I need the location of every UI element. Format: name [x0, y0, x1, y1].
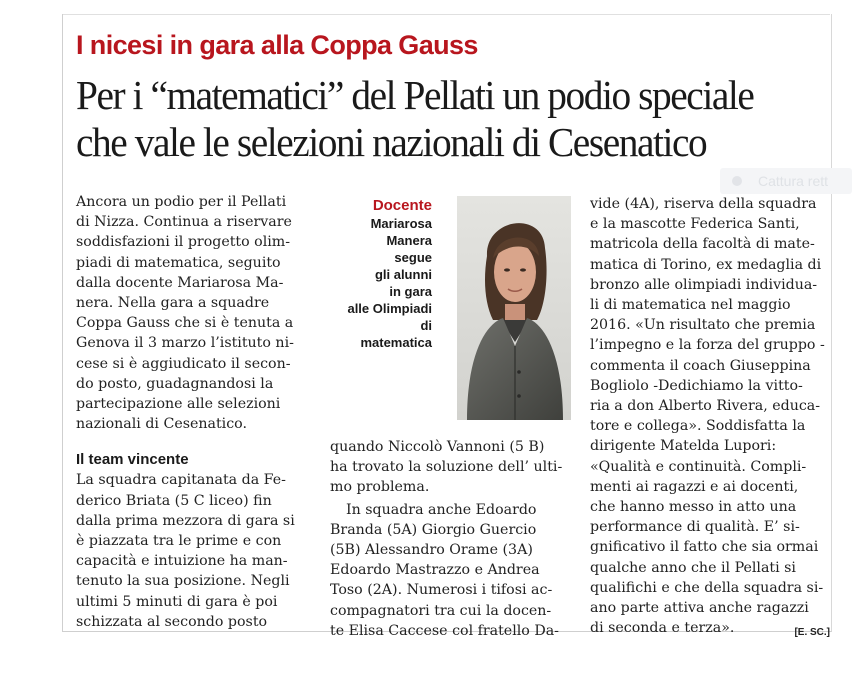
- text-line: quando Niccolò Vannoni (5 B): [330, 439, 545, 455]
- article-column-3: [590, 194, 830, 643]
- text-line: Bogliolo -Dedichiamo la vitto-: [590, 377, 803, 394]
- text-line: compagnatori tra cui la docen-: [330, 602, 552, 619]
- article-kicker: I nicesi in gara alla Coppa Gauss: [76, 30, 478, 60]
- text-line: matricola della facoltà di mate-: [590, 236, 815, 253]
- text-line: Ancora un podio per il Pellati: [76, 194, 287, 210]
- column2-paragraph-1: [330, 437, 566, 498]
- text-line: ha trovato la soluzione dell’ ulti-: [330, 459, 563, 476]
- capture-label: Cattura rett: [758, 173, 829, 189]
- text-line: l’impegno e la forza del gruppo -: [590, 337, 825, 354]
- text-line: nazionali di Cesenatico.: [76, 416, 247, 433]
- text-line: 2016. «Un risultato che premia: [590, 317, 816, 334]
- article-headline: [76, 72, 796, 166]
- text-line: te Elisa Caccese col fratello Da-: [330, 622, 559, 639]
- text-line: capacità e intuizione ha man-: [76, 553, 288, 570]
- text-line: gnificativo il fatto che sia ormai: [590, 539, 819, 556]
- text-line: vide (4A), riserva della squadra: [590, 196, 817, 212]
- column2-paragraph-2: [330, 500, 566, 641]
- text-line: do posto, guadagnandosi la: [76, 375, 274, 392]
- caption-line: segue: [394, 250, 432, 265]
- caption-line: in gara: [389, 284, 432, 299]
- text-line: bronzo alle olimpiadi individua-: [590, 276, 818, 293]
- caption-line: di: [420, 318, 432, 333]
- text-line: nera. Nella gara a squadre: [76, 295, 270, 312]
- subheading: Il team vincente: [76, 451, 189, 469]
- text-line: mo problema.: [330, 479, 430, 496]
- column1-paragraph-2: [76, 470, 308, 632]
- column1-paragraph-1: [76, 192, 308, 434]
- text-line: e la mascotte Federica Santi,: [590, 216, 800, 233]
- text-line: performance di qualità. E’ si-: [590, 519, 800, 536]
- text-line: schizzata al secondo posto: [76, 613, 268, 630]
- article-column-2: [330, 437, 566, 641]
- text-line: ultimi 5 minuti di gara è poi: [76, 593, 278, 610]
- author-signature: [E. SC.]: [794, 627, 830, 639]
- text-line: La squadra capitanata da Fe-: [76, 472, 286, 489]
- text-line: Toso (2A). Numerosi i tifosi ac-: [330, 582, 553, 599]
- text-line: che hanno messo in atto una: [590, 499, 797, 516]
- text-line: Branda (5A) Giorgio Guercio: [330, 521, 537, 538]
- text-line: qualifichi e che della squadra si-: [590, 579, 824, 596]
- headline-line-2: che vale le selezioni nazionali di Cesenatico: [76, 119, 707, 165]
- text-line: dalla docente Mariarosa Ma-: [76, 274, 284, 291]
- caption-title: Docente: [372, 197, 432, 214]
- text-line: tore e collega». Soddisfatta la: [590, 418, 806, 435]
- text-line: Coppa Gauss che si è tenuta a: [76, 315, 294, 332]
- text-line: menti ai ragazzi e ai docenti,: [590, 478, 799, 495]
- text-line: ria a don Alberto Rivera, educa-: [590, 398, 821, 415]
- headline-line-1: Per i “matematici” del Pellati un podio speciale: [76, 72, 754, 118]
- article-column-1: [76, 192, 308, 632]
- portrait-illustration: [457, 196, 571, 420]
- text-line: è piazzata tra le prime e con: [76, 533, 282, 550]
- text-line: di Nizza. Continua a riservare: [76, 214, 292, 231]
- text-line: cese si è aggiudicato il secon-: [76, 355, 291, 372]
- text-line: (5B) Alessandro Orame (3A): [330, 542, 533, 559]
- caption-line: Mariarosa: [370, 216, 432, 231]
- text-line: piadi di matematica, seguito: [76, 254, 281, 271]
- text-line: tenuto la sua posizione. Negli: [76, 573, 290, 590]
- text-line: commenta il coach Giuseppina: [590, 357, 811, 374]
- caption-line: Manera: [386, 233, 432, 248]
- text-line: «Qualità e continuità. Compli-: [590, 458, 807, 475]
- capture-dot-icon: [732, 176, 742, 186]
- caption-line: alle Olimpiadi: [347, 301, 432, 316]
- text-line: li di matematica nel maggio: [590, 297, 791, 314]
- photo-caption: [330, 196, 432, 351]
- text-line: Edoardo Mastrazzo e Andrea: [330, 562, 540, 579]
- text-line: ano parte attiva anche ragazzi: [590, 600, 809, 617]
- last-line: [590, 618, 830, 638]
- text-line: soddisfazioni il progetto olim-: [76, 234, 291, 251]
- text-line: dirigente Matelda Lupori:: [590, 438, 777, 455]
- teacher-portrait-photo: [457, 196, 571, 420]
- text-line: matica di Torino, ex medaglia di: [590, 256, 822, 273]
- text-line: partecipazione alle selezioni: [76, 396, 281, 413]
- caption-line: matematica: [360, 335, 432, 350]
- text-line: derico Briata (5 C liceo) fin: [76, 492, 272, 509]
- caption-line: gli alunni: [374, 267, 432, 282]
- capture-tooltip: [720, 168, 852, 194]
- text-line: Genova il 3 marzo l’istituto ni-: [76, 335, 294, 352]
- text-line: di seconda e terza».: [590, 620, 735, 637]
- text-line: dalla prima mezzora di gara si: [76, 512, 295, 529]
- text-line: In squadra anche Edoardo: [346, 501, 537, 518]
- text-line: qualche anno che il Pellati si: [590, 559, 796, 576]
